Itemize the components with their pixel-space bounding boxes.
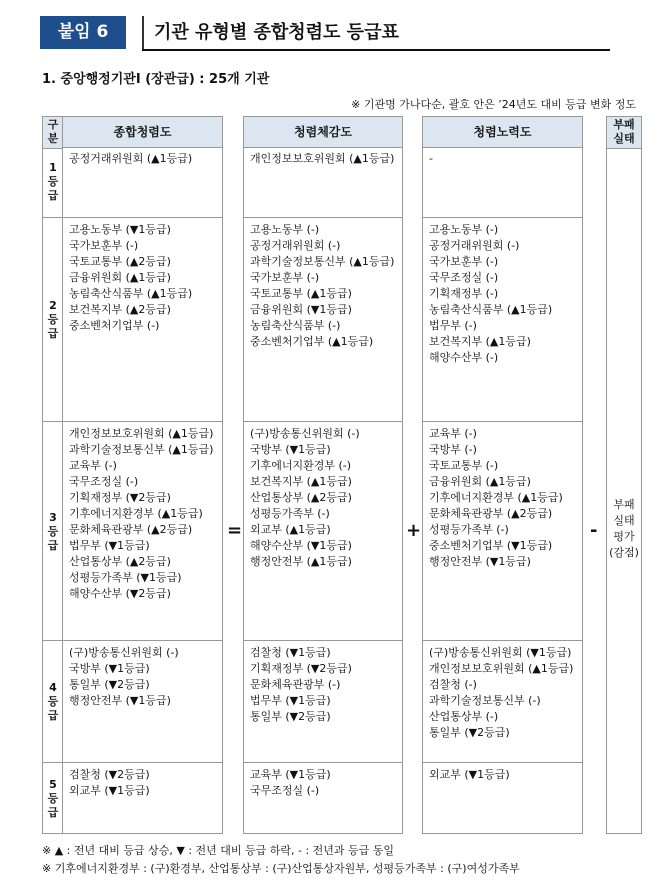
agency-entry: 과학기술정보통신부 (-) — [429, 694, 541, 707]
agency-entry: 검찰청 (▼1등급) — [250, 646, 331, 659]
corruption-note-line: 실태 — [613, 514, 635, 527]
level-header-text: 구 분 — [47, 118, 59, 145]
agency-entry: 개인정보보호위원회 (▲1등급) — [69, 427, 214, 440]
level-label: 1등급 — [47, 161, 59, 202]
agency-entry: 개인정보보호위원회 (▲1등급) — [250, 152, 395, 165]
agency-entry: 보건복지부 (▲1등급) — [250, 475, 352, 488]
effort-grade-5-cell — [423, 762, 582, 834]
agency-entry: 금융위원회 (▼1등급) — [250, 303, 352, 316]
minus-sign: - — [590, 520, 598, 541]
agency-entry: 성평등가족부 (-) — [250, 507, 330, 520]
effort-header: 청렴노력도 — [423, 117, 582, 148]
agency-entry: 국토교통부 (-) — [429, 459, 499, 472]
effort-column — [422, 116, 583, 834]
agency-entry: 국가보훈부 (-) — [69, 239, 139, 252]
agency-entry: 국무조정실 (-) — [250, 784, 320, 797]
agency-entry: 중소벤처기업부 (▲1등급) — [250, 335, 374, 348]
total-grade-3-cell — [63, 421, 222, 641]
agency-entry: 법무부 (-) — [429, 319, 477, 332]
agency-entry: 문화체육관광부 (▲2등급) — [429, 507, 553, 520]
total-grade-1-cell — [63, 147, 222, 217]
agency-entry: 통일부 (▼2등급) — [69, 678, 150, 691]
agency-entry: 행정안전부 (▼1등급) — [429, 555, 531, 568]
total-grade-2-cell — [63, 217, 222, 422]
plus-sign: + — [406, 520, 422, 541]
sort-note: ※ 기관명 가나다순, 괄호 안은 ’24년도 대비 등급 변화 정도 — [351, 98, 636, 111]
agency-entry: - — [429, 152, 433, 165]
agency-entry: 기후에너지환경부 (-) — [250, 459, 352, 472]
perception-grade-4-cell — [244, 640, 402, 763]
title-underline — [142, 49, 610, 51]
agency-entry: 과학기술정보통신부 (▲1등급) — [69, 443, 214, 456]
agency-entry: (구)방송통신위원회 (▼1등급) — [429, 646, 572, 659]
agency-entry: 외교부 (▼1등급) — [69, 784, 150, 797]
agency-entry: 농림축산식품부 (-) — [250, 319, 341, 332]
agency-entry: 농림축산식품부 (▲1등급) — [69, 287, 193, 300]
agency-entry: 검찰청 (▼2등급) — [69, 768, 150, 781]
effort-grade-3-cell — [423, 421, 582, 641]
agency-entry: 국무조정실 (-) — [429, 271, 499, 284]
level-label: 3등급 — [43, 421, 63, 641]
corruption-note-line: (감점) — [609, 546, 639, 559]
agency-entry: 교육부 (▼1등급) — [250, 768, 331, 781]
agency-entry: 과학기술정보통신부 (▲1등급) — [250, 255, 395, 268]
agency-entry: 국토교통부 (▲2등급) — [69, 255, 171, 268]
agency-entry: (구)방송통신위원회 (-) — [250, 427, 360, 440]
agency-entry: 중소벤처기업부 (▼1등급) — [429, 539, 553, 552]
agency-entry: 행정안전부 (▼1등급) — [69, 694, 171, 707]
level-header — [43, 117, 63, 149]
level-label: 4등급 — [43, 640, 63, 763]
perception-grade-2-cell — [244, 217, 402, 422]
agency-entry: 국가보훈부 (-) — [429, 255, 499, 268]
agency-entry: 법무부 (▼1등급) — [69, 539, 150, 552]
total-grade-5-cell — [63, 762, 222, 834]
corruption-note-line: 평가 — [613, 530, 635, 543]
level-label: 2등급 — [43, 217, 63, 422]
page-title: 기관 유형별 종합청렴도 등급표 — [142, 16, 399, 49]
agency-entry: 기후에너지환경부 (▲1등급) — [69, 507, 203, 520]
perception-grade-1-cell — [244, 147, 402, 217]
agency-entry: 국무조정실 (-) — [69, 475, 139, 488]
agency-entry: 산업통상부 (-) — [429, 710, 499, 723]
agency-entry: 행정안전부 (▲1등급) — [250, 555, 352, 568]
corruption-note — [607, 497, 641, 561]
agency-entry: 기획재정부 (▼2등급) — [250, 662, 352, 675]
agency-entry: 문화체육관광부 (▲2등급) — [69, 523, 193, 536]
agency-entry: 개인정보보호위원회 (▲1등급) — [429, 662, 574, 675]
effort-grade-2-cell — [423, 217, 582, 422]
agency-entry: 해양수산부 (-) — [429, 351, 499, 364]
agency-entry: (구)방송통신위원회 (-) — [69, 646, 179, 659]
perception-header: 청렴체감도 — [244, 117, 402, 148]
attachment-badge: 붙임 6 — [40, 16, 126, 49]
agency-entry: 통일부 (▼2등급) — [429, 726, 510, 739]
agency-entry: 고용노동부 (▼1등급) — [69, 223, 171, 236]
footnote-renamed: ※ 기후에너지환경부 : (구)환경부, 산업통상부 : (구)산업통상자원부, 성평등가족부 : (구)여성가족부 — [42, 862, 520, 875]
agency-entry: 산업통상부 (▲2등급) — [69, 555, 171, 568]
agency-entry: 보건복지부 (▲1등급) — [429, 335, 531, 348]
corruption-column — [606, 116, 642, 834]
agency-entry: 성평등가족부 (-) — [429, 523, 509, 536]
perception-column — [243, 116, 403, 834]
agency-entry: 공정거래위원회 (-) — [429, 239, 520, 252]
effort-grade-1-cell — [423, 147, 582, 217]
agency-entry: 외교부 (▼1등급) — [429, 768, 510, 781]
total-header: 종합청렴도 — [63, 117, 222, 148]
agency-entry: 국방부 (▼1등급) — [69, 662, 150, 675]
agency-entry: 중소벤처기업부 (-) — [69, 319, 160, 332]
agency-entry: 외교부 (▲1등급) — [250, 523, 331, 536]
total-grade-4-cell — [63, 640, 222, 763]
agency-entry: 고용노동부 (-) — [250, 223, 320, 236]
agency-entry: 국가보훈부 (-) — [250, 271, 320, 284]
agency-entry: 금융위원회 (▲1등급) — [69, 271, 171, 284]
perception-grade-3-cell — [244, 421, 402, 641]
agency-entry: 기획재정부 (▼2등급) — [69, 491, 171, 504]
agency-entry: 기획재정부 (-) — [429, 287, 499, 300]
agency-entry: 기후에너지환경부 (▲1등급) — [429, 491, 563, 504]
agency-entry: 교육부 (-) — [69, 459, 117, 472]
equals-sign: = — [227, 520, 243, 541]
agency-entry: 농림축산식품부 (▲1등급) — [429, 303, 553, 316]
agency-entry: 해양수산부 (▼1등급) — [250, 539, 352, 552]
agency-entry: 산업통상부 (▲2등급) — [250, 491, 352, 504]
agency-entry: 금융위원회 (▲1등급) — [429, 475, 531, 488]
section-title: 1. 중앙행정기관Ⅰ (장관급) : 25개 기관 — [42, 72, 270, 87]
level-column — [42, 116, 64, 834]
effort-grade-4-cell — [423, 640, 582, 763]
agency-entry: 성평등가족부 (▼1등급) — [69, 571, 182, 584]
total-column — [62, 116, 223, 834]
agency-entry: 검찰청 (-) — [429, 678, 477, 691]
header — [40, 16, 610, 49]
agency-entry: 공정거래위원회 (▲1등급) — [69, 152, 193, 165]
corruption-note-line: 부패 — [613, 498, 635, 511]
level-label: 5등급 — [43, 762, 63, 834]
corruption-header — [607, 117, 641, 149]
agency-entry: 교육부 (-) — [429, 427, 477, 440]
agency-entry: 공정거래위원회 (-) — [250, 239, 341, 252]
agency-entry: 통일부 (▼2등급) — [250, 710, 331, 723]
agency-entry: 문화체육관광부 (-) — [250, 678, 341, 691]
agency-entry: 고용노동부 (-) — [429, 223, 499, 236]
agency-entry: 해양수산부 (▼2등급) — [69, 587, 171, 600]
agency-entry: 국방부 (▼1등급) — [250, 443, 331, 456]
agency-entry: 보건복지부 (▲2등급) — [69, 303, 171, 316]
corruption-header-text: 부패 실태 — [613, 118, 635, 145]
agency-entry: 법무부 (▼1등급) — [250, 694, 331, 707]
agency-entry: 국방부 (-) — [429, 443, 477, 456]
perception-grade-5-cell — [244, 762, 402, 834]
agency-entry: 국토교통부 (▲1등급) — [250, 287, 352, 300]
footnote-legend: ※ ▲ : 전년 대비 등급 상승, ▼ : 전년 대비 등급 하락, - : 전년과 등급 동일 — [42, 844, 395, 857]
